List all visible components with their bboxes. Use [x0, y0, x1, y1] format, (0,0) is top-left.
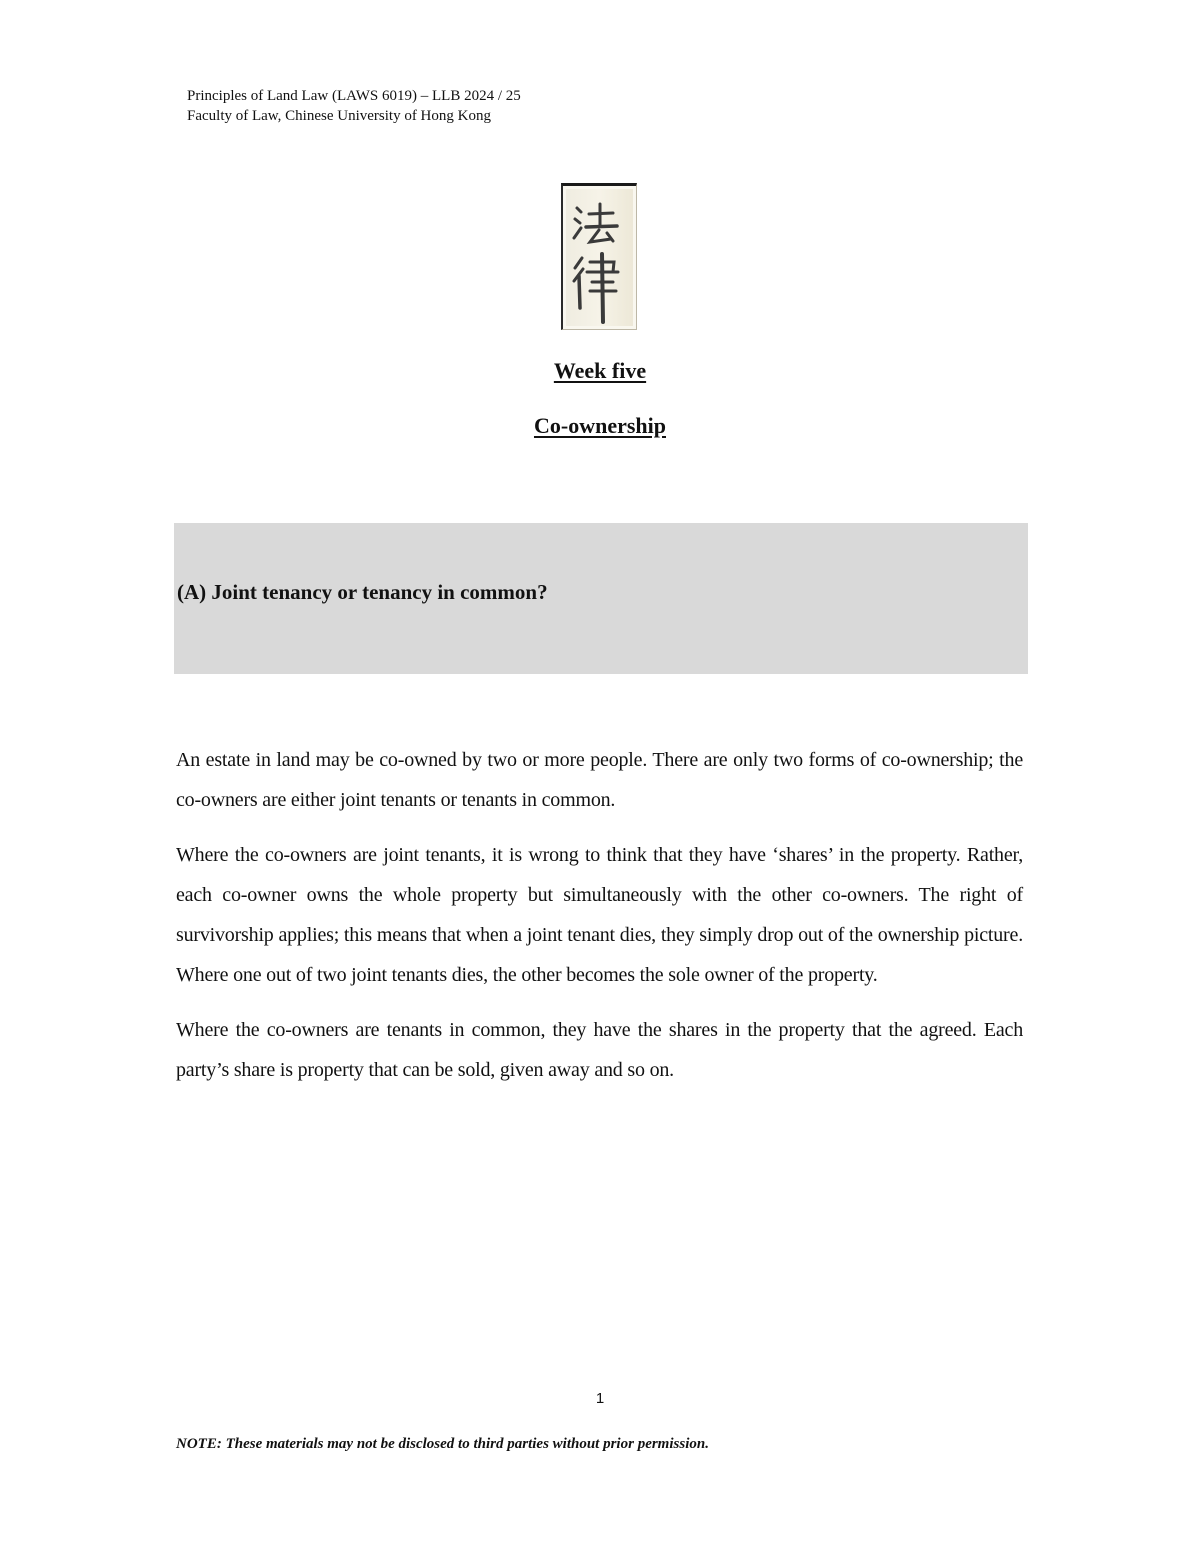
- calligraphy-characters: [563, 186, 636, 329]
- calligraphy-scroll-icon: [561, 183, 637, 330]
- faculty-line: Faculty of Law, Chinese University of Hong Kong: [187, 108, 491, 124]
- topic-title: Co-ownership: [533, 413, 666, 438]
- section-heading-box: [174, 523, 1028, 674]
- paragraph: An estate in land may be co-owned by two or more people. There are only two forms of co-ownership; the co-owners are either joint tenants or tenants in common.: [176, 749, 1023, 811]
- week-title: Week five: [553, 358, 647, 383]
- page-number: 1: [595, 1390, 605, 1407]
- footer-note: NOTE: These materials may not be disclosed to third parties without prior permission.: [176, 1436, 709, 1452]
- body-text: [176, 740, 1023, 1105]
- section-heading: (A) Joint tenancy or tenancy in common?: [177, 580, 548, 604]
- document-header: [187, 86, 521, 126]
- course-line: Principles of Land Law (LAWS 6019) – LLB 2024 / 25: [187, 88, 521, 104]
- paragraph: Where the co-owners are joint tenants, it is wrong to think that they have ‘shares’ in the property. Rather, each co-owner owns the whole property but simultaneously with the other co-owners. The right of survivorship applies; this means that when a joint tenant dies, they simply drop out of the ownership picture. Where one out of two joint tenants dies, the other becomes the sole owner of the property.: [176, 844, 1023, 986]
- paragraph: Where the co-owners are tenants in common, they have the shares in the property that the agreed. Each party’s share is property that can be sold, given away and so on.: [176, 1019, 1023, 1081]
